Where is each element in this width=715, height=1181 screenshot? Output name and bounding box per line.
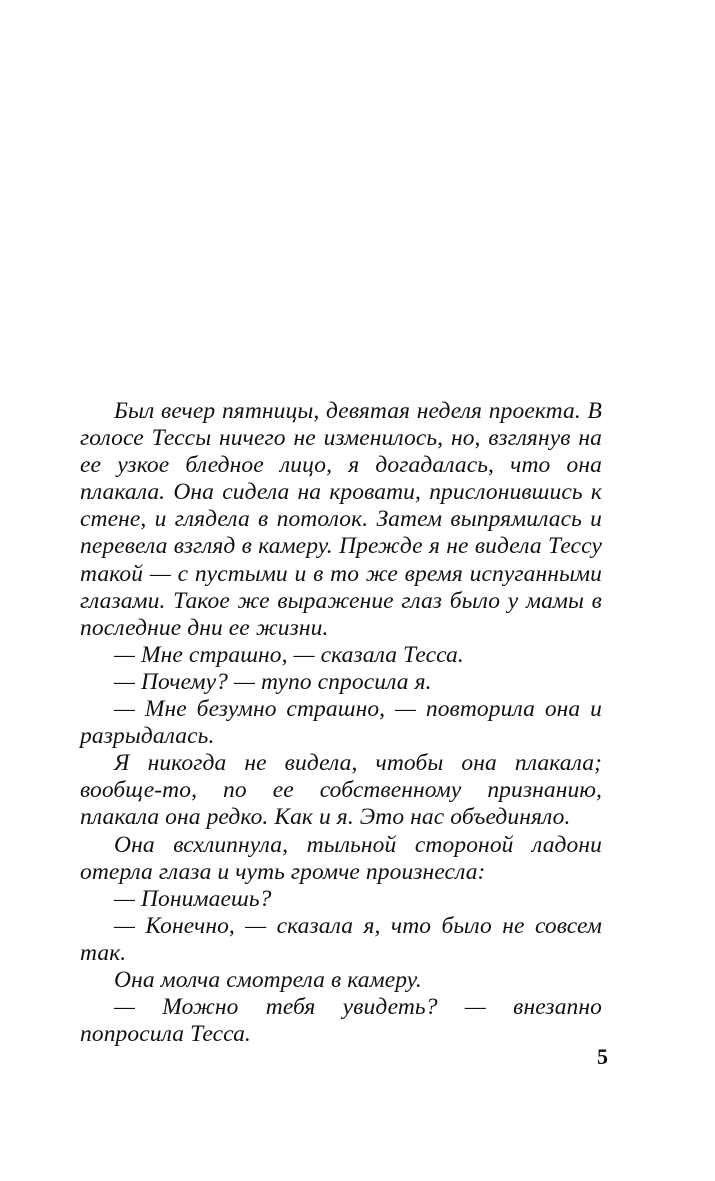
paragraph: — Можно тебя увидеть? — внезапно попросила Тесса.: [80, 994, 602, 1048]
paragraph: — Мне безумно страшно, — повторила она и разрыдалась.: [80, 696, 602, 750]
paragraph: Она молча смотрела в камеру.: [114, 966, 422, 993]
paragraph: Она всхлипнула, тыльной стороной ладони отерла глаза и чуть громче произнесла:: [80, 831, 602, 885]
paragraph: — Понимаешь?: [114, 885, 272, 912]
paragraph: — Мне страшно, — сказала Тесса.: [114, 641, 464, 668]
paragraph: — Почему? — тупо спросила я.: [114, 668, 432, 695]
page-body-text: [80, 398, 602, 1048]
paragraph: — Конечно, — сказала я, что было не совсем так.: [80, 912, 602, 966]
page-number: 5: [597, 1044, 608, 1069]
paragraph: Был вечер пятницы, девятая неделя проекта. В голосе Тессы ничего не изменилось, но, взглянув на ее узкое бледное лицо, я догадалась, что она плакала. Она сидела на кровати, прислонившись к стене, и глядела в потолок. Затем выпрямилась и перевела взгляд в камеру. Прежде я не видела Тессу такой — с пустыми и в то же время испуганными глазами. Такое же выражение глаз было у мамы в последние дни ее жизни.: [80, 398, 602, 641]
paragraph: Я никогда не видела, чтобы она плакала; вообще-то, по ее собственному признанию, плакала она редко. Как и я. Это нас объединяло.: [80, 750, 602, 831]
